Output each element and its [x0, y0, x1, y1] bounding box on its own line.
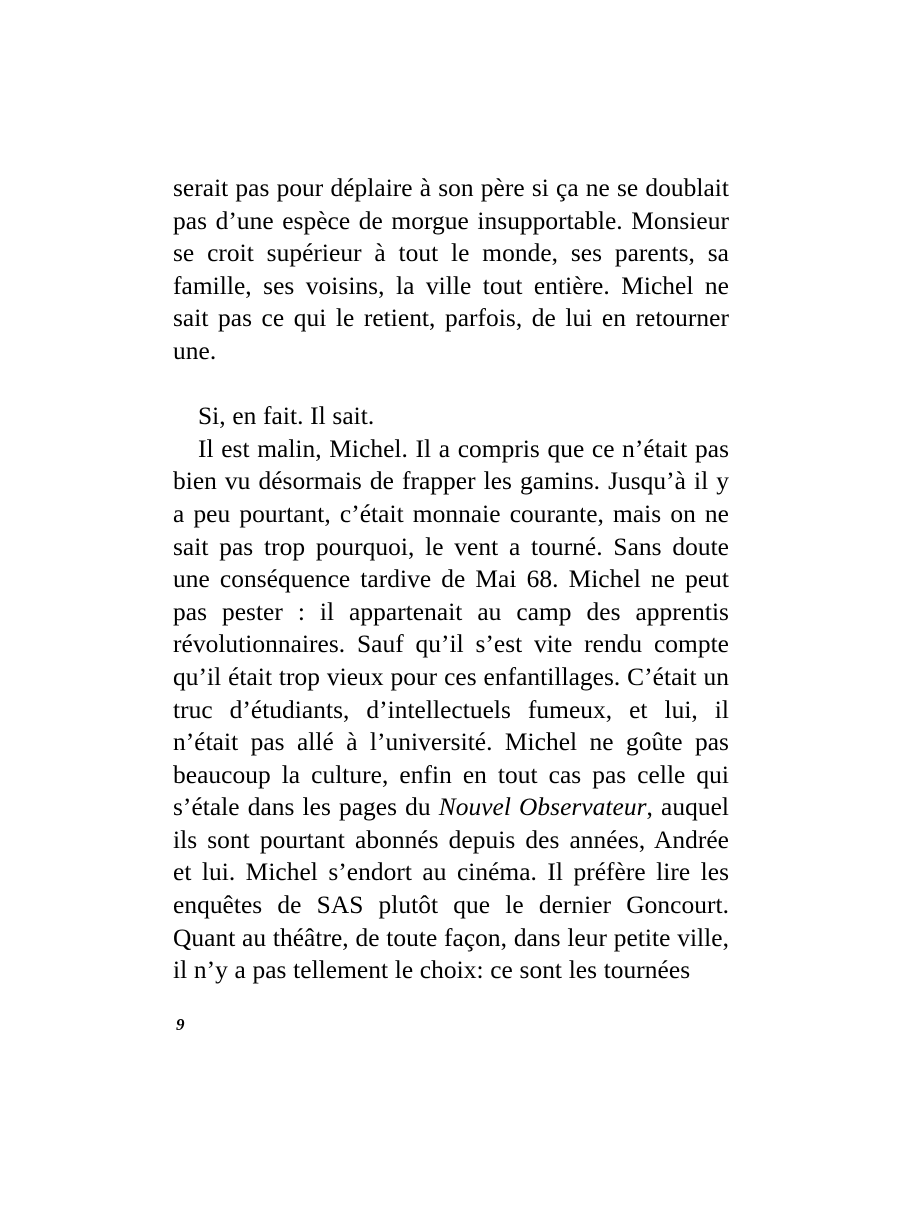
paragraph-text-segment-1: Il est malin, Michel. Il a compris que ce n’était pas bien vu désormais de frapper les gamins. Jusqu’à il y a peu pourtant, c’était monnaie courante, mais on ne sait pas trop pourquoi, le vent a tourné. Sans doute une conséquence tardive de Mai 68. Michel ne peut pas pester : il appartenait au camp des apprentis révolutionnaires. Sauf qu’il s’est vite rendu compte qu’il était trop vieux pour ces enfantillages. C’était un truc d’étudiants, d’intellectuels fumeux, et lui, il n’était pas allé à l’université. Michel ne goûte pas beaucoup la culture, enfin en tout cas pas celle qui s’étale dans les pages du: [173, 434, 729, 822]
page-text-block: [173, 172, 729, 987]
publication-title-nouvel-observateur: Nouvel Observateur: [438, 793, 647, 822]
paragraph-text-segment-2: , auquel ils sont pourtant abonnés depuis des années, Andrée et lui. Michel s’endort au cinéma. Il préfère lire les enquêtes de SAS plutôt que le dernier Goncourt. Quant au théâtre, de toute façon, dans leur petite ville, il n’y a pas tellement le choix: ce sont les tournées: [173, 793, 730, 985]
paragraph-si-en-fait: Si, en fait. Il sait.: [198, 402, 375, 431]
paragraph-continuation: serait pas pour déplaire à son père si ça ne se doublait pas d’une espèce de morgue insupportable. Monsieur se croit supérieur à tout le monde, ses parents, sa famille, ses voisins, la ville tout entière. Michel ne sait pas ce qui le retient, parfois, de lui en retourner une.: [173, 174, 729, 365]
paragraph-il-est-malin: [173, 433, 729, 987]
page-number: 9: [176, 1015, 185, 1034]
